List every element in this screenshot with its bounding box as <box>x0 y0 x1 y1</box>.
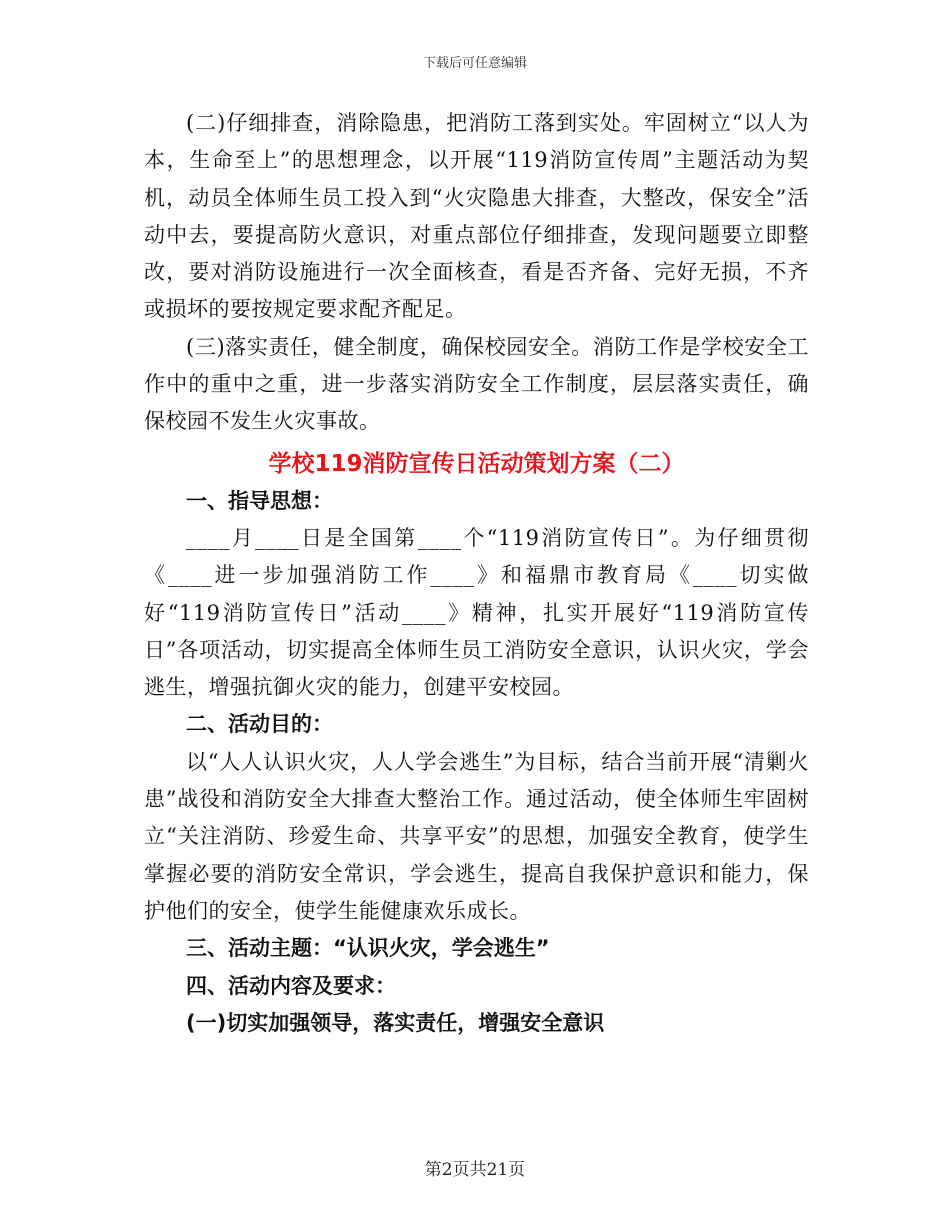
section-heading-content: 四、活动内容及要求： <box>186 973 396 998</box>
page-header: 下载后可任意编辑 <box>422 56 527 71</box>
section-heading-guiding-thought: 一、指导思想： <box>186 488 333 513</box>
paragraph-purpose: 以“人人认识火灾，人人学会逃生”为目标，结合当前开展“清剿火患”战役和消防安全大排查大整治工作。通过活动，使全体师生牢固树立“关注消防、珍爱生命、共享平安”的思想，加强安全教育，使学生掌握必要的消防安全常识，学会逃生，提高自我保护意识和能力，保护他们的安全，使学生能健康欢乐成长。 <box>144 749 809 923</box>
document-title: 学校119消防宣传日活动策划方案（二） <box>268 450 685 477</box>
section-heading-theme: 三、活动主题：“认识火灾，学会逃生” <box>186 936 550 961</box>
section-heading-purpose: 二、活动目的： <box>186 712 333 737</box>
paragraph-responsibility: (三)落实责任，健全制度，确保校园安全。消防工作是学校安全工作中的重中之重，进一步落实消防安全工作制度，层层落实责任，确保校园不发生火灾事故。 <box>144 334 809 434</box>
document-body <box>144 105 809 1042</box>
subsection-heading-leadership: (一)切实加强领导，落实责任，增强安全意识 <box>186 1010 605 1035</box>
paragraph-guiding-thought: ____月____日是全国第____个“119消防宣传日”。为仔细贯彻《____进一步加强消防工作____》和福鼎市教育局《____切实做好“119消防宣传日”活动____》精神，扎实开展好“119消防宣传日”各项活动，切实提高全体师生员工消防安全意识，认识火灾，学会逃生，增强抗御火灾的能力，创建平安校园。 <box>144 525 809 700</box>
page-number: 第2页共21页 <box>424 1160 526 1180</box>
paragraph-investigation: (二)仔细排查，消除隐患，把消防工落到实处。牢固树立“以人为本，生命至上”的思想理念，以开展“119消防宣传周”主题活动为契机，动员全体师生员工投入到“火灾隐患大排查，大整改，保安全”活动中去，要提高防火意识，对重点部位仔细排查，发现问题要立即整改，要对消防设施进行一次全面核查，看是否齐备、完好无损，不齐或损坏的要按规定要求配齐配足。 <box>144 111 809 322</box>
